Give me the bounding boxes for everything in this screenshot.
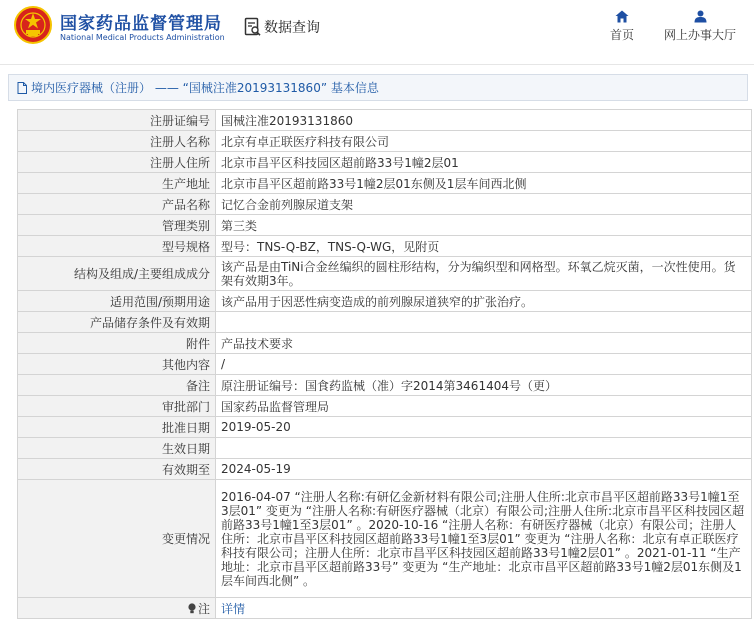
row-label: 生效日期 <box>18 438 216 459</box>
table-row <box>18 236 752 257</box>
row-label: 批准日期 <box>18 417 216 438</box>
document-search-icon <box>244 17 262 37</box>
row-label: 有效期至 <box>18 459 216 480</box>
bulb-icon <box>187 603 197 614</box>
table-row <box>18 131 752 152</box>
table-row <box>18 215 752 236</box>
record-title: 境内医疗器械（注册） —— “国械注准20193131860” 基本信息 <box>31 81 379 95</box>
table-row <box>18 480 752 598</box>
national-emblem-icon <box>14 6 52 44</box>
row-label: 备注 <box>18 375 216 396</box>
row-label: 注册人住所 <box>18 152 216 173</box>
row-value: 北京市昌平区超前路33号1幢2层01东侧及1层车间西北侧 <box>216 173 752 194</box>
user-icon <box>694 10 707 23</box>
row-value <box>216 312 752 333</box>
document-icon <box>17 82 27 94</box>
logo-subtitle: National Medical Products Administration <box>60 33 225 42</box>
row-label: 适用范围/预期用途 <box>18 291 216 312</box>
row-value: 该产品是由TiNi合金丝编织的圆柱形结构，分为编织型和网格型。环氧乙烷灭菌，一次性使用。货架有效期3年。 <box>216 257 752 291</box>
table-row <box>18 194 752 215</box>
site-header <box>0 0 754 64</box>
note-value-cell <box>216 598 752 619</box>
row-value: 记忆合金前列腺尿道支架 <box>216 194 752 215</box>
data-query-label: 数据查询 <box>264 20 320 36</box>
table-row <box>18 173 752 194</box>
row-value: 北京有卓正联医疗科技有限公司 <box>216 131 752 152</box>
row-label: 型号规格 <box>18 236 216 257</box>
table-row <box>18 417 752 438</box>
row-value: 国家药品监督管理局 <box>216 396 752 417</box>
table-row <box>18 598 752 619</box>
table-row <box>18 152 752 173</box>
table-row <box>18 333 752 354</box>
row-value: 2019-05-20 <box>216 417 752 438</box>
row-value: 2024-05-19 <box>216 459 752 480</box>
row-label: 审批部门 <box>18 396 216 417</box>
home-icon <box>615 10 629 23</box>
row-value: 原注册证编号：国食药监械（准）字2014第3461404号（更） <box>216 375 752 396</box>
row-label: 产品名称 <box>18 194 216 215</box>
table-row <box>18 375 752 396</box>
row-label: 注册人名称 <box>18 131 216 152</box>
row-value: / <box>216 354 752 375</box>
row-value: 第三类 <box>216 215 752 236</box>
nav-hall-label: 网上办事大厅 <box>663 28 736 42</box>
row-label: 其他内容 <box>18 354 216 375</box>
data-query-link[interactable] <box>244 16 320 38</box>
note-label-cell <box>18 598 216 619</box>
row-label: 结构及组成/主要组成成分 <box>18 257 216 291</box>
row-value: 2016-04-07 “注册人名称:有研亿金新材料有限公司;注册人住所:北京市昌平区超前路33号1幢1至3层01” 变更为 “注册人名称:有研医疗器械（北京）有限公司;注册人住所:北京市昌平区科技园区超前路33号1幢1至3层01” 。2020-10-16 “注册人名称：有研医疗器械（北京）有限公司；注册人住所：北京市昌平区科技园区超前路33号1幢1至3层01” 变更为 “注册人名称：北京有卓正联医疗科技有限公司；注册人住所：北京市昌平区科技园区超前路33号1幢2层01” 。2021-01-11 “生产地址：北京市昌平区超前路33号” 变更为 “生产地址：北京市昌平区超前路33号1幢2层01东侧及1层车间西北侧” 。 <box>216 480 752 598</box>
nav-online-service-hall[interactable] <box>655 10 745 43</box>
table-row <box>18 396 752 417</box>
note-label: 注 <box>197 601 210 616</box>
row-value: 国械注准20193131860 <box>216 110 752 131</box>
row-label: 变更情况 <box>18 480 216 598</box>
row-value: 北京市昌平区科技园区超前路33号1幢2层01 <box>216 152 752 173</box>
table-row <box>18 312 752 333</box>
nav-home[interactable] <box>603 10 641 43</box>
row-label: 附件 <box>18 333 216 354</box>
row-label: 注册证编号 <box>18 110 216 131</box>
row-label: 管理类别 <box>18 215 216 236</box>
registration-detail-table <box>17 109 752 619</box>
details-link[interactable]: 详情 <box>221 601 246 616</box>
table-row <box>18 110 752 131</box>
row-value <box>216 438 752 459</box>
logo-title: 国家药品监督管理局 <box>60 14 222 34</box>
table-row <box>18 291 752 312</box>
row-label: 产品储存条件及有效期 <box>18 312 216 333</box>
row-value: 型号：TNS-Q-BZ，TNS-Q-WG，见附页 <box>216 236 752 257</box>
table-row <box>18 257 752 291</box>
row-label: 生产地址 <box>18 173 216 194</box>
record-title-bar <box>8 74 748 101</box>
table-row <box>18 354 752 375</box>
nav-home-label: 首页 <box>609 28 634 42</box>
header-divider <box>0 64 754 65</box>
table-row <box>18 459 752 480</box>
table-row <box>18 438 752 459</box>
row-value: 该产品用于因恶性病变造成的前列腺尿道狭窄的扩张治疗。 <box>216 291 752 312</box>
row-value: 产品技术要求 <box>216 333 752 354</box>
